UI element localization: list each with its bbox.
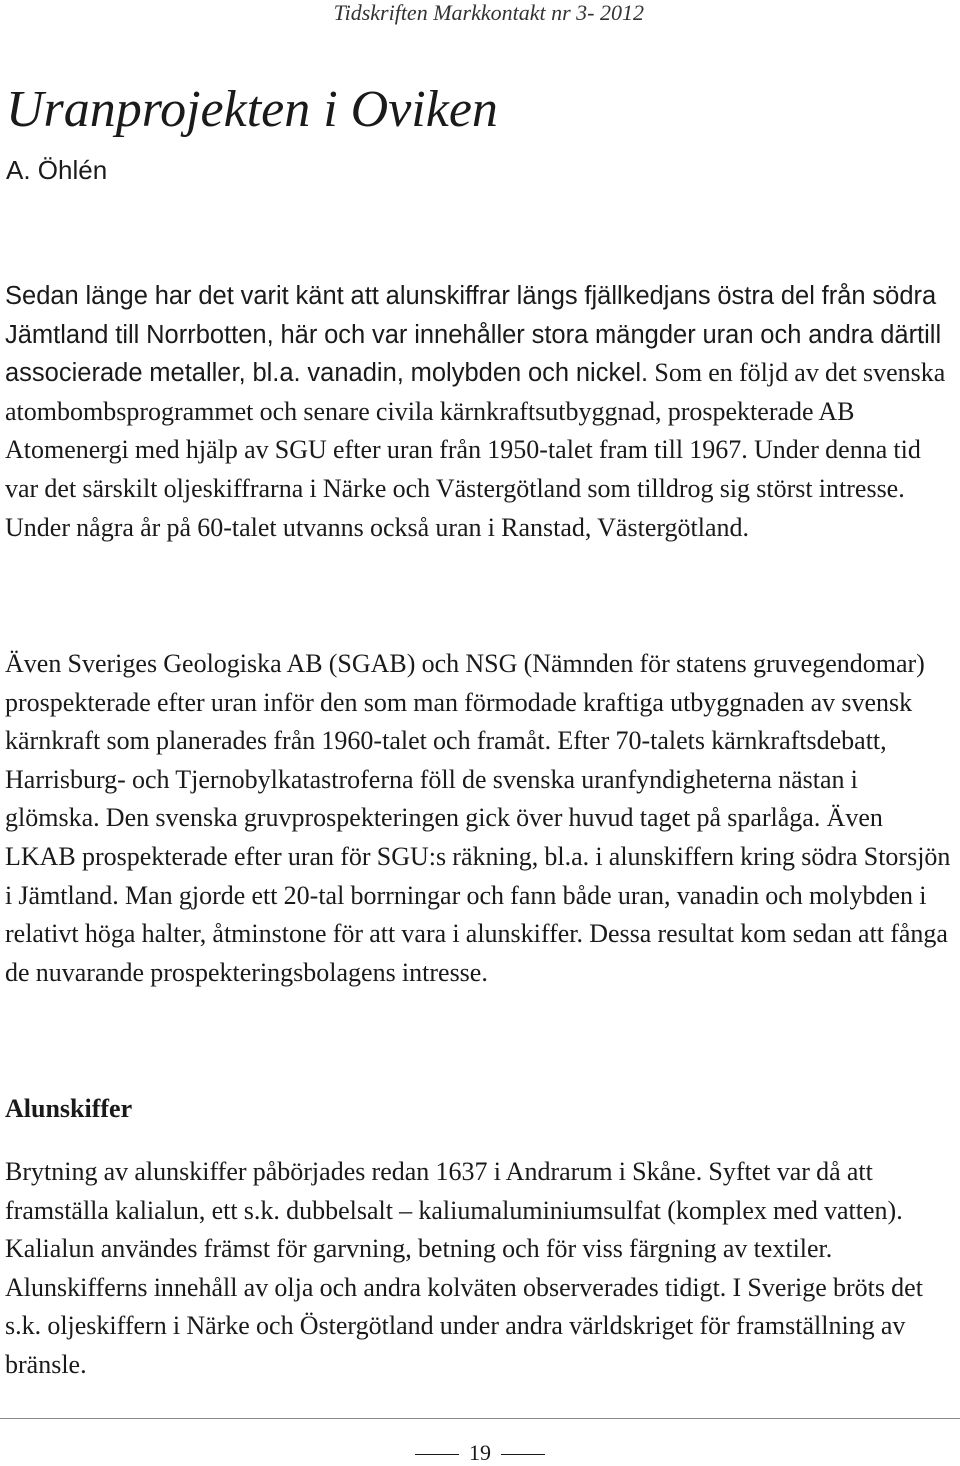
page-footer xyxy=(0,1440,960,1466)
section-heading: Alunskiffer xyxy=(5,1094,133,1123)
page-number: 19 xyxy=(469,1440,491,1465)
article-title: Uranprojekten i Oviken xyxy=(6,81,498,138)
paragraph-prospecting: Även Sveriges Geologiska AB (SGAB) och NSG (Nämnden för statens gruvegendomar) prospekterade efter uran inför den som man förmodade kraftiga utbyggnaden av svensk kärnkraft som planerades från 1960-talet och framåt. Efter 70-talets kärnkraftsdebatt, Harrisburg- och Tjernobylkatastroferna föll de svenska uranfyndigheterna nästan i glömska. Den svenska gruvprospekteringen gick över huvud taget på sparlåga. Även LKAB prospekterade efter uran för SGU:s räkning, bl.a. i alunskiffern kring södra Storsjön i Jämtland. Man gjorde ett 20-tal borrningar och fann både uran, vanadin och molybden i relativt höga halter, åtminstone för att vara i alunskiffer. Dessa resultat kom sedan att fånga de nuvarande prospekteringsbolagens intresse. xyxy=(5,649,951,987)
paragraph-intro-part-a: Sedan länge har det varit känt att alunskiffrar längs fjällkedjans östra del från södra Jämtland till Norrbotten, här och var innehåller stora mängder uran och andra därtill associerade metaller, bl.a. vanadin, molybden och nickel. xyxy=(5,282,942,388)
left-dash xyxy=(415,1454,459,1455)
right-dash xyxy=(501,1454,545,1455)
footer-rule xyxy=(0,1418,960,1419)
article-author: A. Öhlén xyxy=(6,155,108,185)
paragraph-intro xyxy=(5,277,955,547)
paragraph-alunskiffer: Brytning av alunskiffer påbörjades redan 1637 i Andrarum i Skåne. Syftet var då att framställa kalialun, ett s.k. dubbelsalt – kaliumaluminiumsulfat (komplex med vatten). Kalialun användes främst för garvning, betning och för viss färgning av textiler. Alunskifferns innehåll av olja och andra kolväten observerades tidigt. I Sverige bröts det s.k. oljeskiffern i Närke och Östergötland under andra världskriget för framställning av bränsle. xyxy=(5,1157,923,1379)
running-header: Tidskriften Markkontakt nr 3- 2012 xyxy=(333,0,644,25)
paragraph-intro-part-b: Som en följd av det svenska atombombsprogrammet och senare civila kärnkraftsutbyggnad, prospekterade AB Atomenergi med hjälp av SGU efter uran från 1950-talet fram till 1967. Under denna tid var det särskilt oljeskiffrarna i Närke och Västergötland som tilldrog sig störst intresse. Under några år på 60-talet utvanns också uran i Ranstad, Västergötland. xyxy=(5,358,946,542)
